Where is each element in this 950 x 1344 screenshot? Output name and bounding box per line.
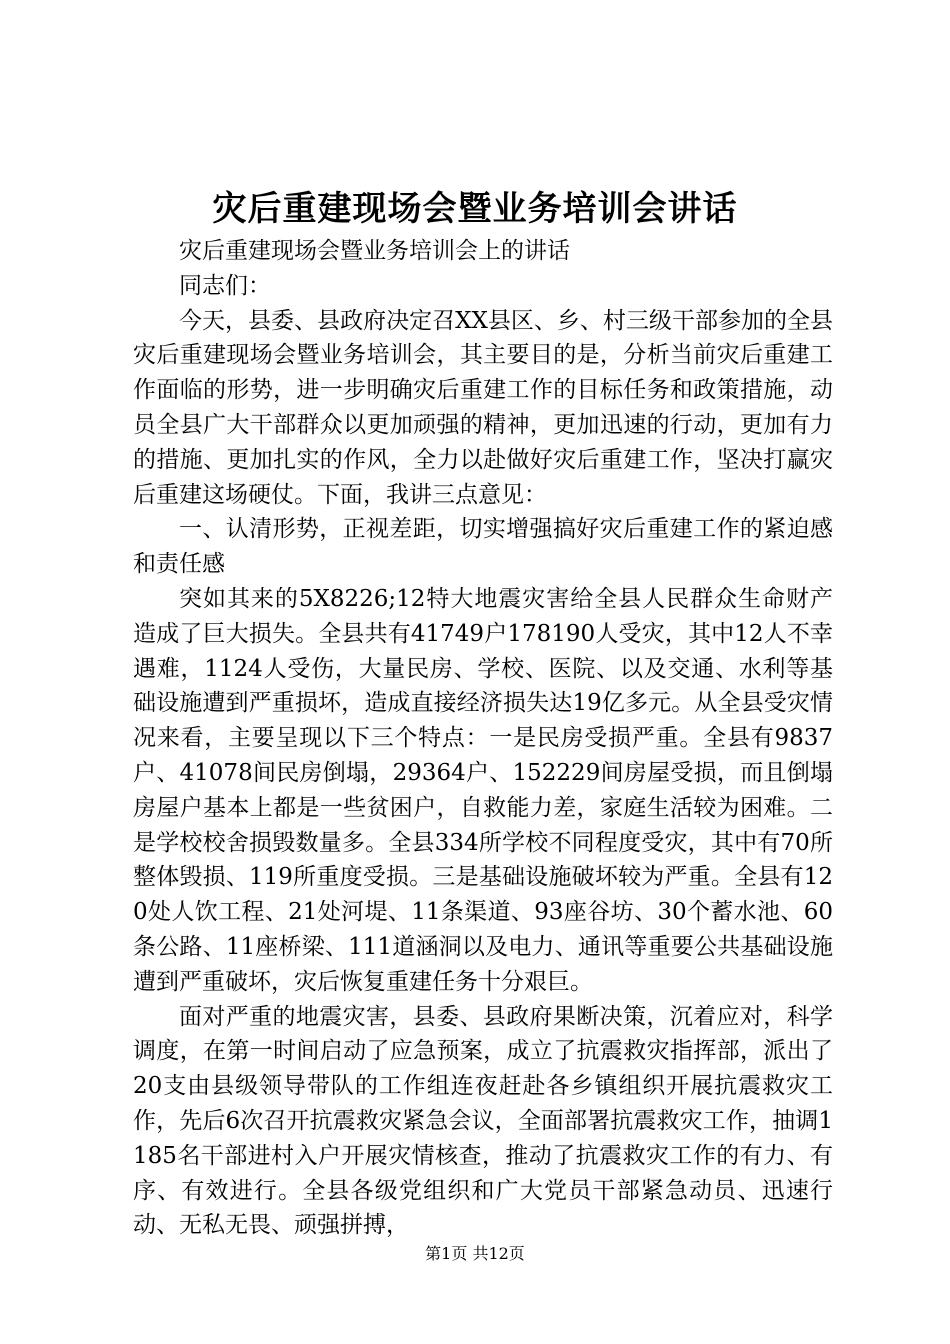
page-footer: 第1页 共12页: [425, 1244, 525, 1263]
section-heading: 一、认清形势，正视差距，切实增强搞好灾后重建工作的紧迫感和责任感: [133, 516, 833, 578]
damage-paragraph: 突如其来的5X8226;12特大地震灾害给全县人民群众生命财产造成了巨大损失。全县共有41749户178190人受灾，其中12人不幸遇难，1124人受伤，大量民房、学校、医院、以及交通、水利等基础设施遭到严重损坏，造成直接经济损失达19亿多元。从全县受灾情况来看，主要呈现以下三个特点：一是民房受损严重。全县有9837户、41078间民房倒塌，29364户、152229间房屋受损，而且倒塌房屋户基本上都是一些贫困户，自救能力差，家庭生活较为困难。二是学校校舍损毁数量多。全县334所学校不同程度受灾，其中有70所整体毁损、119所重度受损。三是基础设施破坏较为严重。全县有120处人饮工程、21处河堤、11条渠道、93座谷坊、30个蓄水池、60条公路、11座桥梁、111道涵洞以及电力、通讯等重要公共基础设施遭到严重破坏，灾后恢复重建任务十分艰巨。: [133, 585, 833, 995]
document-body: [133, 234, 833, 1243]
salutation-paragraph: 同志们：: [179, 272, 271, 299]
document-title: 灾后重建现场会暨业务培训会讲话: [212, 189, 738, 229]
subtitle-paragraph: 灾后重建现场会暨业务培训会上的讲话: [179, 238, 570, 264]
intro-paragraph: 今天，县委、县政府决定召XX县区、乡、村三级干部参加的全县灾后重建现场会暨业务培训会，其主要目的是，分析当前灾后重建工作面临的形势，进一步明确灾后重建工作的目标任务和政策措施，动员全县广大干部群众以更加顽强的精神，更加迅速的行动，更加有力的措施、更加扎实的作风，全力以赴做好灾后重建工作，坚决打赢灾后重建这场硬仗。下面，我讲三点意见：: [133, 307, 833, 508]
response-paragraph: 面对严重的地震灾害，县委、县政府果断决策，沉着应对，科学调度，在第一时间启动了应急预案，成立了抗震救灾指挥部，派出了20支由县级领导带队的工作组连夜赶赴各乡镇组织开展抗震救灾工作，先后6次召开抗震救灾紧急会议，全面部署抗震救灾工作，抽调1185名干部进村入户开展灾情核查，推动了抗震救灾工作的有力、有序、有效进行。全县各级党组织和广大党员干部紧急动员、迅速行动、无私无畏、顽强拼搏，: [133, 1003, 833, 1239]
